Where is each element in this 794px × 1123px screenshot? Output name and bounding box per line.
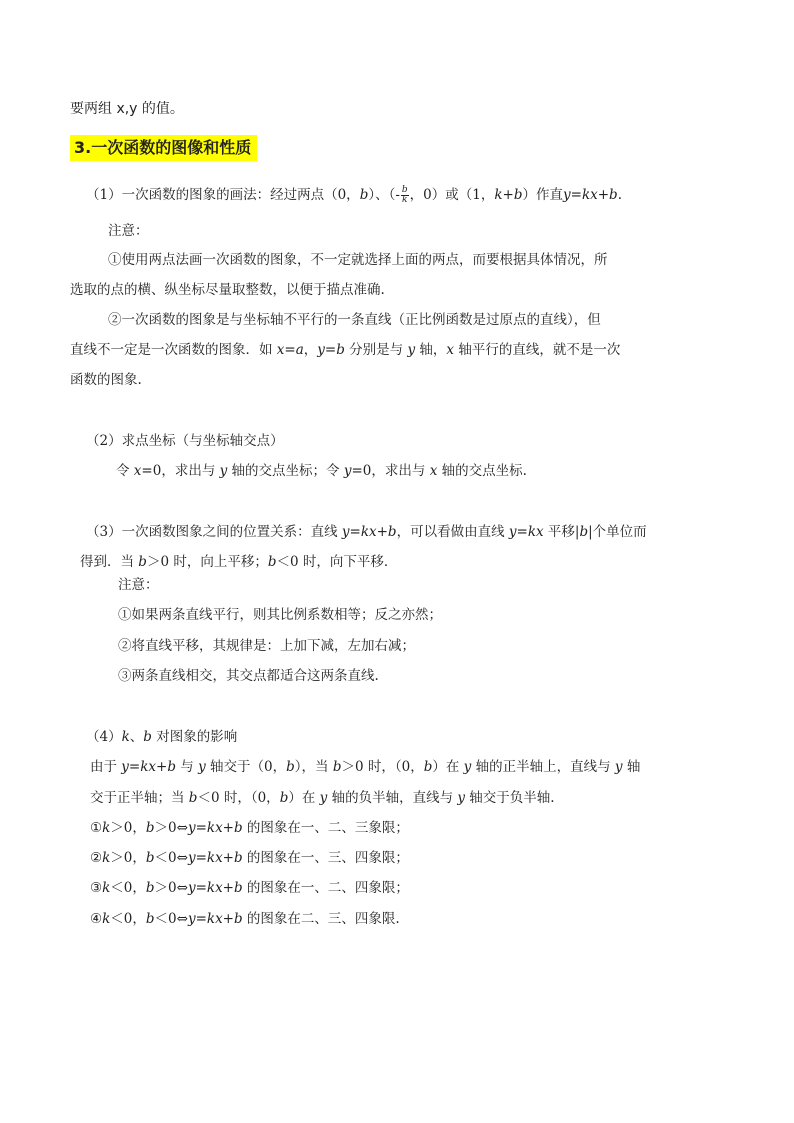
s3-note-2: ②将直线平移，其规律是：上加下减，左加右减； <box>118 638 415 654</box>
text: . <box>617 187 622 203</box>
var: b <box>145 820 155 836</box>
text: 的图象在一、二、三象限； <box>242 820 409 836</box>
text: 的图象在二、三、四象限. <box>242 911 400 927</box>
text: 分别是与 <box>344 342 408 358</box>
item-marker: ③ <box>90 880 103 896</box>
var: x <box>446 342 455 358</box>
s1-p2-line-1: ②一次函数的图象是与坐标轴不平行的一条直线（正比例函数是过原点的直线），但 <box>108 312 601 328</box>
text: 轴交于（0， <box>205 759 287 775</box>
text: ）在 <box>288 790 320 806</box>
var: b <box>286 759 295 775</box>
var: y <box>198 759 206 775</box>
text: 轴的交点坐标；令 <box>227 463 344 479</box>
text: |个单位而 <box>588 524 647 540</box>
text: 轴的交点坐标. <box>437 463 527 479</box>
var: y=b <box>317 342 345 358</box>
var: k <box>102 880 111 896</box>
text: ＜0 时，向下平移． <box>276 554 398 570</box>
text: 得到．当 <box>80 554 139 570</box>
formula: y=kx+b <box>187 880 243 896</box>
item-marker: ① <box>90 820 103 836</box>
text: 交于正半轴；当 <box>90 790 189 806</box>
s1-p2-line-2 <box>70 341 620 359</box>
s1-line-1 <box>86 186 622 205</box>
s4-line-1 <box>90 758 640 776</box>
var: b <box>279 790 289 806</box>
s4-title <box>86 728 237 746</box>
text: 轴， <box>415 342 447 358</box>
var: y <box>343 463 352 479</box>
s2-title: （2）求点坐标（与坐标轴交点） <box>86 433 284 449</box>
s1-note: 注意： <box>108 223 149 239</box>
text: ）作直 <box>522 187 563 203</box>
text: ，0）或（1， <box>409 187 495 203</box>
s1-p1-line-1: ①使用两点法画一次函数的图象，不一定就选择上面的两点，而要根据具体情况，所 <box>108 252 608 268</box>
formula: y=kx+b <box>187 911 243 927</box>
text: ＜0， <box>110 880 146 896</box>
formula: y=kx+b <box>563 187 618 203</box>
section-heading: 3.一次函数的图像和性质 <box>70 135 257 161</box>
text: =0，求出与 <box>351 463 430 479</box>
fraction-denominator: k <box>402 195 408 205</box>
text: （4） <box>86 729 122 745</box>
s3-note: 注意： <box>118 577 159 593</box>
var: y <box>457 790 466 806</box>
text: 对图象的影响 <box>151 729 238 745</box>
var: k+b <box>494 187 523 203</box>
s2-line <box>116 462 527 480</box>
fraction-numerator: b <box>401 185 408 195</box>
var: b <box>332 759 342 775</box>
text: ）、（- <box>368 187 400 203</box>
formula: y=kx+b <box>187 820 243 836</box>
text: 轴平行的直线，就不是一次 <box>454 342 621 358</box>
text: 、 <box>129 729 144 745</box>
formula: y=kx <box>508 524 544 540</box>
var: b <box>359 187 369 203</box>
text: ＞0⇔ <box>154 880 188 896</box>
text: 直线不一定是一次函数的图象．如 <box>70 342 277 358</box>
text: 由于 <box>90 759 122 775</box>
text: 轴交于负半轴. <box>465 790 555 806</box>
text: 令 <box>116 463 134 479</box>
text: ＞0 时，（0， <box>341 759 424 775</box>
s1-p2-line-3: 函数的图象. <box>70 372 142 388</box>
var: k <box>102 911 111 927</box>
var: y <box>407 342 416 358</box>
fraction-b-over-k <box>401 186 409 205</box>
s3-note-3: ③两条直线相交，其交点都适合这两条直线. <box>118 668 379 684</box>
item-marker: ④ <box>90 911 103 927</box>
var: b <box>145 911 155 927</box>
intro-text: 要两组 x,y 的值。 <box>70 101 184 117</box>
var: x <box>429 463 438 479</box>
s4-item-1 <box>90 819 409 837</box>
var: y <box>614 759 623 775</box>
text: （3）一次函数图象之间的位置关系：直线 <box>86 524 342 540</box>
text: ＜0⇔ <box>154 911 188 927</box>
var: b <box>145 850 155 866</box>
var: b <box>145 880 155 896</box>
var: x=a <box>276 342 304 358</box>
item-marker: ② <box>90 850 103 866</box>
s1-p1-line-2: 选取的点的横、纵坐标尽量取整数，以便于描点准确. <box>70 282 385 298</box>
text: ＜0 时，（0， <box>197 790 280 806</box>
formula: y=kx+b <box>341 524 397 540</box>
var: y <box>463 759 472 775</box>
text: 轴的负半轴，直线与 <box>327 790 458 806</box>
var: b <box>143 729 152 745</box>
var: x <box>133 463 142 479</box>
var: b <box>423 759 433 775</box>
text: （1）一次函数的图象的画法：经过两点（0， <box>86 187 360 203</box>
var: k <box>102 820 111 836</box>
text: ）在 <box>432 759 464 775</box>
var: b <box>188 790 198 806</box>
var: b <box>138 554 147 570</box>
formula: y=kx+b <box>121 759 176 775</box>
var: y <box>319 790 328 806</box>
text: 与 <box>175 759 199 775</box>
text: ，可以看做由直线 <box>396 524 509 540</box>
s4-item-4 <box>90 910 400 928</box>
text: ＞0 时，向上平移； <box>146 554 268 570</box>
s3-line-1 <box>86 523 647 541</box>
text: ， <box>303 342 318 358</box>
var: y <box>219 463 228 479</box>
text: 轴 <box>622 759 641 775</box>
var: b <box>579 524 589 540</box>
s3-line-2 <box>80 553 397 571</box>
var: k <box>121 729 130 745</box>
s4-line-2 <box>90 789 555 807</box>
var: b <box>267 554 277 570</box>
text: ＜0⇔ <box>154 850 188 866</box>
text: ＞0⇔ <box>154 820 188 836</box>
var: k <box>102 850 111 866</box>
s4-item-3 <box>90 879 409 897</box>
text: =0，求出与 <box>141 463 220 479</box>
text: ），当 <box>294 759 333 775</box>
text: ＞0， <box>110 820 146 836</box>
text: 平移| <box>543 524 580 540</box>
text: 轴的正半轴上，直线与 <box>471 759 615 775</box>
text: ＞0， <box>110 850 146 866</box>
text: 的图象在一、二、四象限； <box>242 880 409 896</box>
s4-item-2 <box>90 849 409 867</box>
formula: y=kx+b <box>187 850 243 866</box>
s3-note-1: ①如果两条直线平行，则其比例系数相等；反之亦然； <box>118 607 442 623</box>
text: ＜0， <box>110 911 146 927</box>
text: 的图象在一、三、四象限； <box>242 850 409 866</box>
